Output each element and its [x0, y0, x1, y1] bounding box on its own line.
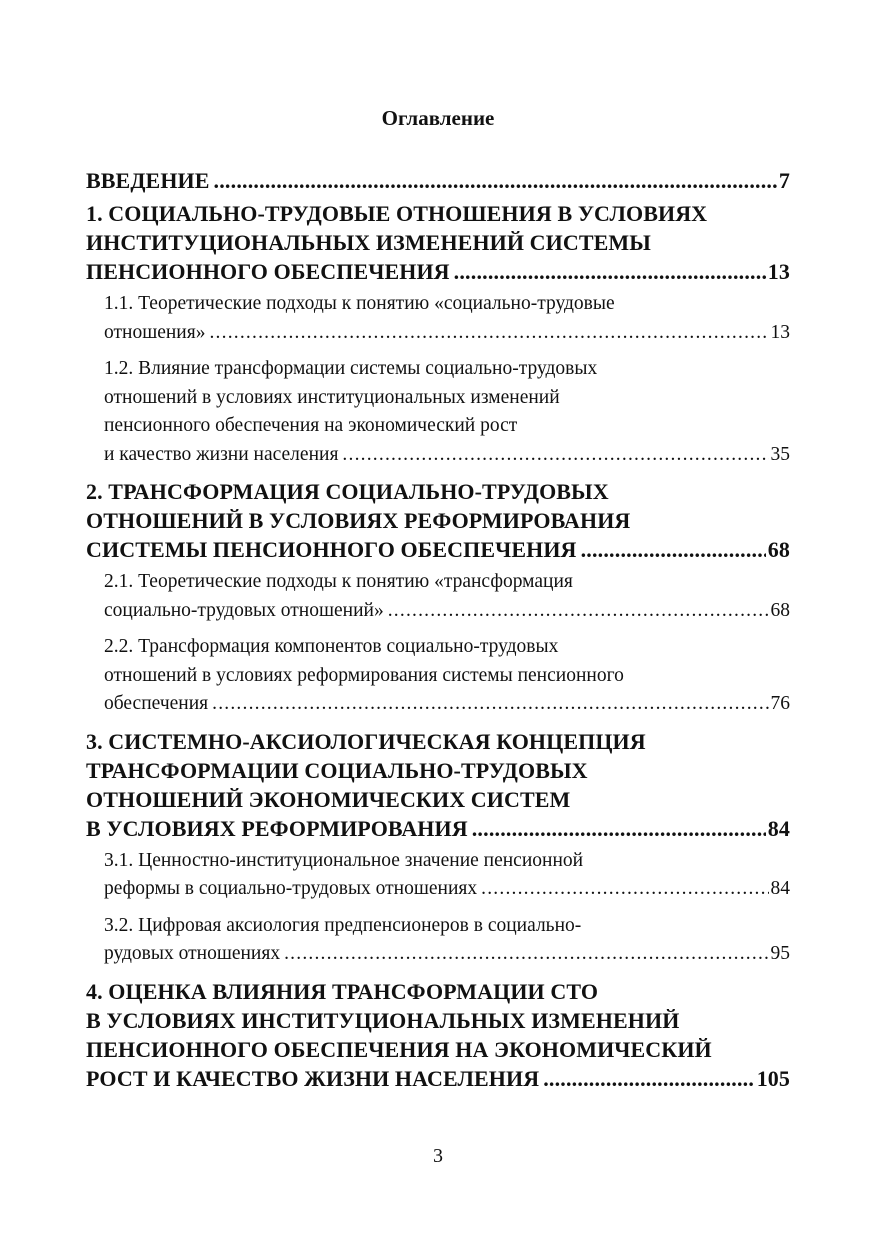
toc-entry-last-line	[104, 940, 790, 969]
toc-entry-line: ОТНОШЕНИЙ В УСЛОВИЯХ РЕФОРМИРОВАНИЯ	[86, 508, 631, 533]
toc-page-number: 84	[767, 815, 790, 841]
toc-section-entry[interactable]	[86, 847, 790, 904]
toc-chapter-entry[interactable]	[86, 199, 790, 286]
toc-entry-line: пенсионного обеспечения на экономический рост	[104, 415, 518, 436]
toc-section-entry[interactable]	[86, 633, 790, 719]
toc-entry-line: ТРАНСФОРМАЦИИ СОЦИАЛЬНО-ТРУДОВЫХ	[86, 757, 588, 783]
toc-entry-line: В УСЛОВИЯХ ИНСТИТУЦИОНАЛЬНЫХ ИЗМЕНЕНИЙ	[86, 1007, 680, 1033]
toc-entry-line: ИНСТИТУЦИОНАЛЬНЫХ ИЗМЕНЕНИЙ СИСТЕМЫ	[86, 230, 651, 255]
toc-entry-last-line	[86, 814, 790, 843]
toc-entry-last-line	[104, 319, 790, 348]
dot-leader	[342, 441, 768, 470]
toc-entry-line: ОТНОШЕНИЙ ЭКОНОМИЧЕСКИХ СИСТЕМ	[86, 786, 571, 812]
dot-leader	[581, 535, 766, 564]
toc-chapter-entry[interactable]	[86, 477, 790, 564]
toc-entry-line: 3.1. Ценностно-институциональное значение пенсионной	[104, 849, 584, 871]
toc-entry-text: реформы в социально-трудовых отношениях	[104, 878, 478, 899]
toc-entry-line: 4. ОЦЕНКА ВЛИЯНИЯ ТРАНСФОРМАЦИИ СТО	[86, 978, 599, 1004]
toc-entry-last-line	[86, 1064, 790, 1093]
dot-leader	[284, 940, 768, 969]
toc-section-entry[interactable]	[86, 912, 790, 969]
toc-entry-line: 3. СИСТЕМНО-АКСИОЛОГИЧЕСКАЯ КОНЦЕПЦИЯ	[86, 728, 646, 754]
toc-entry-line: 2. ТРАНСФОРМАЦИЯ СОЦИАЛЬНО-ТРУДОВЫХ	[86, 479, 609, 504]
toc-entry-text: В УСЛОВИЯХ РЕФОРМИРОВАНИЯ	[86, 815, 468, 841]
toc-chapter-entry[interactable]	[86, 727, 790, 843]
toc-page-number: 7	[778, 168, 790, 193]
toc-page-number: 76	[770, 693, 790, 714]
toc-entry-last-line	[86, 535, 790, 564]
toc-page-number: 13	[767, 259, 790, 284]
toc-page-number: 35	[770, 443, 790, 465]
toc-page-number: 68	[767, 537, 790, 562]
toc-entry-line: 1. СОЦИАЛЬНО-ТРУДОВЫЕ ОТНОШЕНИЯ В УСЛОВИЯХ	[86, 201, 708, 226]
toc-entry-line: 1.1. Теоретические подходы к понятию «социально-трудовые	[104, 293, 615, 314]
toc-section-entry[interactable]	[86, 290, 790, 347]
toc-entry-text: социально-трудовых отношений»	[104, 599, 384, 621]
toc-entry-text: обеспечения	[104, 693, 209, 714]
dot-leader	[472, 814, 766, 843]
toc-entry-line: отношений в условиях институциональных изменений	[104, 386, 560, 408]
toc-entry-line: отношений в условиях реформирования системы пенсионного	[104, 664, 624, 686]
page-number: 3	[433, 1145, 443, 1167]
toc-entry-last-line	[86, 166, 790, 195]
toc-entry-line: 3.2. Цифровая аксиология предпенсионеров в социально-	[104, 914, 582, 936]
dot-leader	[388, 597, 769, 626]
toc-entry-last-line	[104, 597, 790, 626]
toc-page-number: 84	[770, 878, 790, 899]
toc-entry-line: 2.2. Трансформация компонентов социально-трудовых	[104, 636, 559, 657]
toc-page-number: 95	[770, 943, 790, 964]
dot-leader	[543, 1064, 755, 1093]
toc-entry-text: и качество жизни населения	[104, 443, 339, 465]
dot-leader	[454, 257, 766, 286]
toc-entry-last-line	[104, 441, 790, 470]
dot-leader	[481, 875, 768, 904]
toc-entry-line: 1.2. Влияние трансформации системы социально-трудовых	[104, 358, 598, 379]
dot-leader	[209, 319, 768, 348]
dot-leader	[214, 166, 777, 195]
toc-entry-text: рудовых отношениях	[104, 943, 281, 964]
page-title: Оглавление	[381, 106, 495, 130]
toc-page-number: 68	[770, 599, 790, 621]
toc-chapter-entry[interactable]	[86, 166, 790, 195]
toc-page-number: 105	[756, 1065, 790, 1091]
toc-chapter-entry[interactable]	[86, 977, 790, 1093]
toc-entry-line: ПЕНСИОННОГО ОБЕСПЕЧЕНИЯ НА ЭКОНОМИЧЕСКИЙ	[86, 1036, 712, 1062]
toc-page-number: 13	[770, 321, 790, 343]
toc-entry-text: СИСТЕМЫ ПЕНСИОННОГО ОБЕСПЕЧЕНИЯ	[86, 537, 577, 562]
toc-entry-last-line	[104, 690, 790, 719]
toc-section-entry[interactable]	[86, 568, 790, 625]
toc-entry-text: ПЕНСИОННОГО ОБЕСПЕЧЕНИЯ	[86, 259, 450, 284]
toc-entry-last-line	[86, 257, 790, 286]
toc-entry-text: РОСТ И КАЧЕСТВО ЖИЗНИ НАСЕЛЕНИЯ	[86, 1065, 540, 1091]
toc-entry-line: 2.1. Теоретические подходы к понятию «трансформация	[104, 571, 573, 592]
table-of-contents	[86, 166, 790, 1097]
toc-section-entry[interactable]	[86, 355, 790, 469]
toc-entry-text: отношения»	[104, 321, 206, 343]
toc-entry-last-line	[104, 875, 790, 904]
toc-entry-text: ВВЕДЕНИЕ	[86, 168, 210, 193]
dot-leader	[212, 690, 768, 719]
